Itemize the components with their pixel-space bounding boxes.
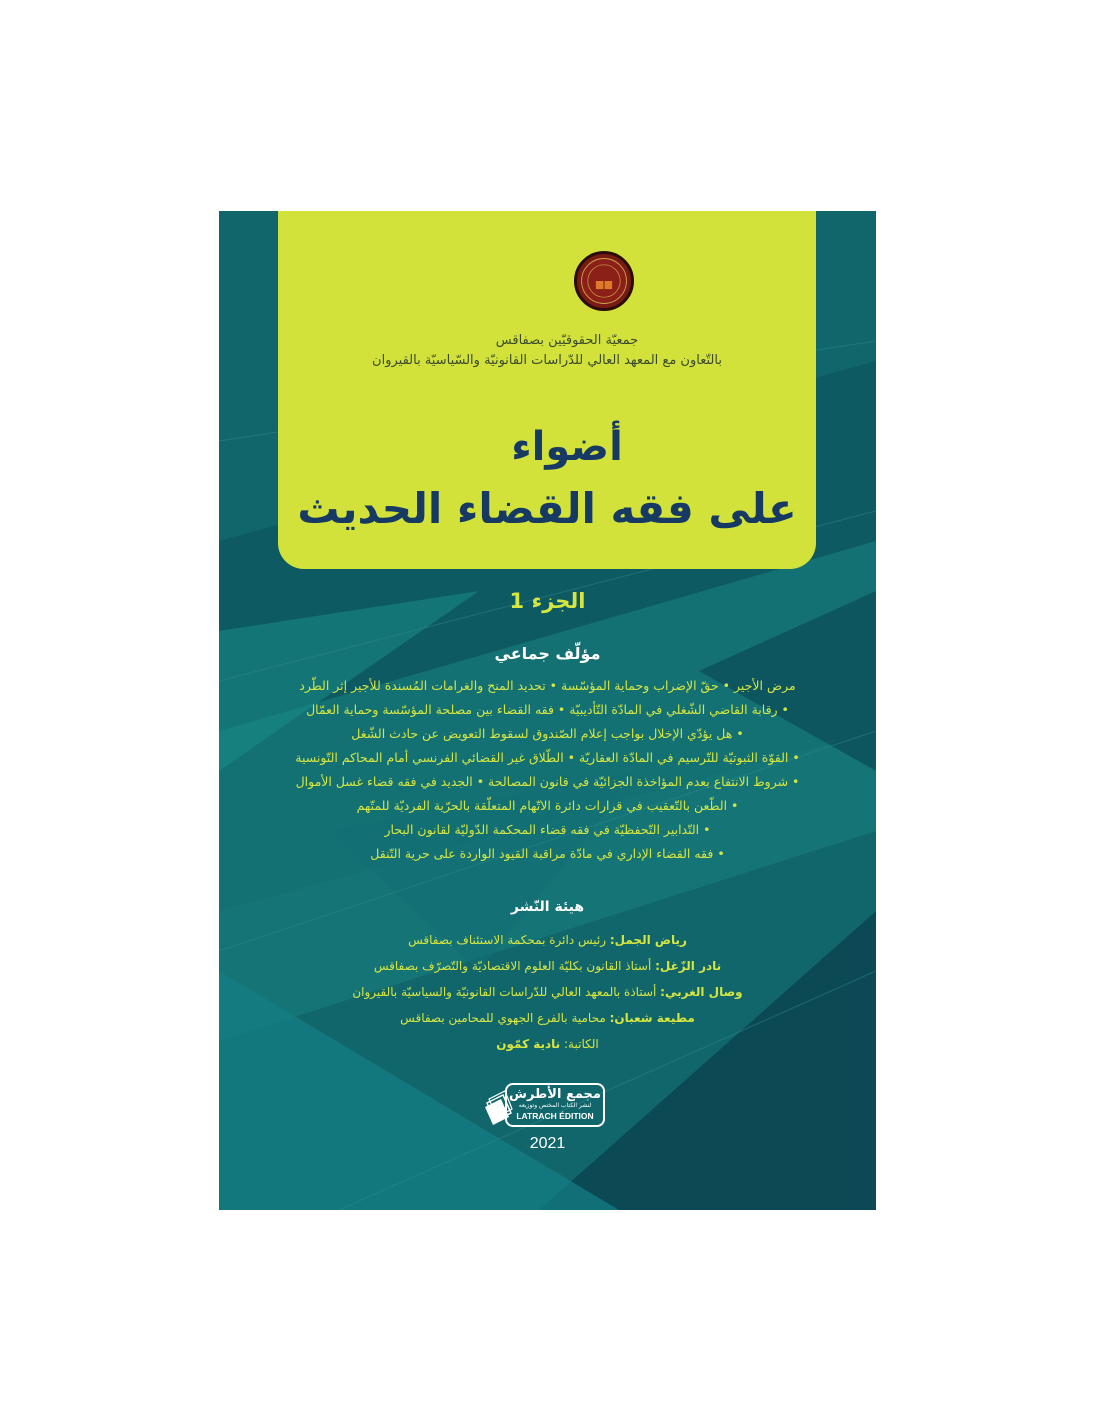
- board-member-name: مطيعة شعبان:: [609, 1011, 695, 1025]
- publisher-name-box: [505, 1083, 605, 1127]
- editorial-board-list: [259, 927, 836, 1057]
- society-block: [278, 331, 816, 371]
- board-member-role: رئيس دائرة بمحكمة الاستئناف بصفاقس: [408, 933, 610, 947]
- author-label: مؤلّف جماعي: [494, 644, 601, 663]
- board-member-name: نادر الزّغل:: [655, 959, 722, 973]
- publication-year: 2021: [529, 1135, 566, 1152]
- writer-label: الكاتبة:: [560, 1037, 599, 1051]
- board-member: [259, 927, 836, 953]
- society-name: جمعيّة الحقوقيّين بصفاقس: [495, 333, 639, 348]
- board-member-role: محامية بالفرع الجهوي للمحامين بصفاقس: [400, 1011, 610, 1025]
- topic-line: • هل يؤدّي الإخلال بواجب إعلام الصّندوق لسقوط التعويض عن حادث الشّغل: [351, 726, 744, 741]
- topic-line: • الطّعن بالتّعقيب في قرارات دائرة الاتّهام المتعلّقة بالحرّية الفرديّة للمتّهم: [356, 798, 739, 813]
- topic-line: مرض الأجير • حقّ الإضراب وحماية المؤسّسة • تحديد المنح والغرامات المُسندة للأجير إثر الطّرد: [299, 678, 796, 693]
- writer-line: [259, 1031, 836, 1057]
- board-member: [259, 979, 836, 1005]
- ats-seal-icon: [574, 251, 634, 311]
- board-member-name: رياض الجمل:: [609, 933, 687, 947]
- topic-line: • رقابة القاضي الشّغلي في المادّة التّأديبيّة • فقه القضاء بين مصلحة المؤسّسة وحماية العمّال: [306, 702, 789, 717]
- board-member-name: وصال الغربي:: [660, 985, 743, 999]
- volume-label: الجزء 1: [509, 589, 586, 613]
- title-line-2: على فقه القضاء الحديث: [297, 484, 797, 533]
- book-cover: [219, 211, 876, 1210]
- publisher-logo: [483, 1081, 611, 1133]
- board-member-role: أستاذة بالمعهد العالي للدّراسات القانونيّة والسياسيّة بالقيروان: [352, 985, 661, 999]
- board-member: [259, 1005, 836, 1031]
- book-title: [278, 417, 816, 541]
- title-panel: [278, 211, 816, 569]
- publisher-name-en: LATRACH ÉDITION: [516, 1111, 594, 1121]
- topic-line: • شروط الانتفاع بعدم المؤاخذة الجزائيّة في قانون المصالحة • الجديد في فقه قضاء غسل الأموال: [295, 774, 800, 789]
- publisher-tagline: لنشر الكتاب المختص وتوزيعه: [518, 1102, 592, 1109]
- topic-line: • التّدابير التّحفظيّة في فقه قضاء المحكمة الدّوليّة لقانون البحار: [384, 822, 711, 837]
- board-member-role: أستاذ القانون بكليّة العلوم الاقتصاديّة والتّصرّف بصفاقس: [373, 959, 656, 973]
- board-member: [259, 953, 836, 979]
- topic-line: • فقه القضاء الإداري في مادّة مراقبة القيود الواردة على حرية التّنقل: [370, 846, 725, 861]
- publisher-name-ar: مجمع الأطرش: [509, 1087, 601, 1102]
- writer-name: نادية كمّون: [496, 1037, 561, 1051]
- topic-line: • القوّة الثبوتيّة للتّرسيم في المادّة العقاريّة • الطّلاق غير القضائي الفرنسي أمام المحاكم التّونسية: [295, 750, 800, 765]
- title-line-1: أضواء: [511, 424, 623, 470]
- editorial-board-title: هيئة النّشر: [510, 899, 585, 915]
- topics-list: [279, 674, 816, 866]
- society-partner: بالتّعاون مع المعهد العالي للدّراسات القانونيّة والسّياسيّة بالقيروان: [372, 353, 722, 368]
